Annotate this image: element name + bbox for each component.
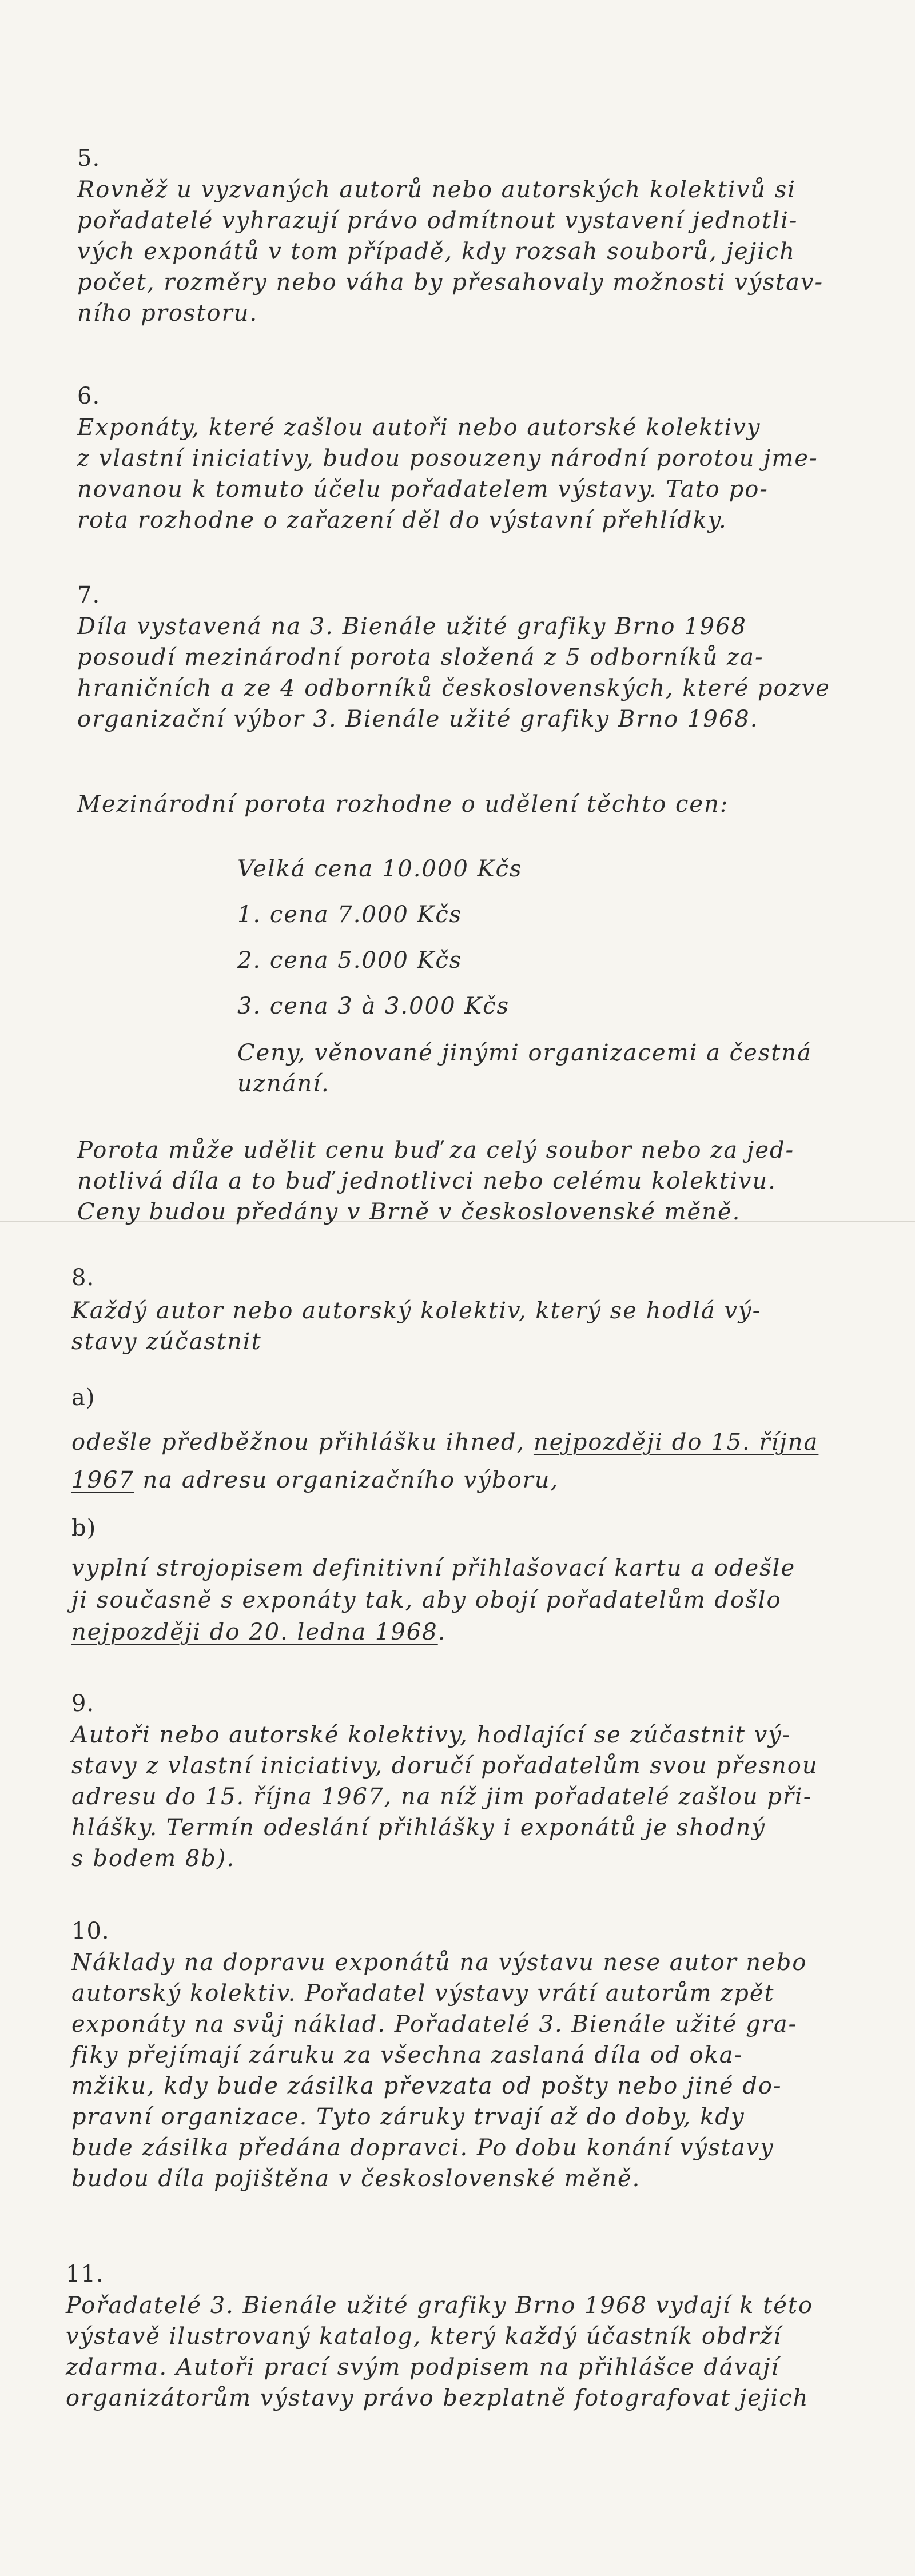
- section-number: 9.: [71, 1690, 95, 1717]
- section-6: [77, 382, 818, 536]
- section-8: [71, 1263, 761, 1357]
- section-number: 7.: [77, 582, 101, 608]
- prizes-intro: Mezinárodní porota rozhodne o udělení těchto cen:: [77, 791, 729, 818]
- prize-item: 3. cena 3 à 3.000 Kčs: [237, 993, 510, 1019]
- section-number: 10.: [71, 1918, 110, 1944]
- section-number: 11.: [66, 2261, 104, 2287]
- section-11: [66, 2260, 813, 2414]
- prize-item: 2. cena 5.000 Kčs: [237, 947, 463, 974]
- section-text: Exponáty, které zašlou autoři nebo autorské kolektivy z vlastní iniciativy, budou posouzeny národní porotou jme- novanou k tomuto účelu pořadatelem výstavy. Tato po- rota rozhodne o zařazení děl do výstavní přehlídky.: [77, 414, 818, 533]
- other-prizes: Ceny, věnované jinými organizacemi a čestná uznání.: [237, 1040, 812, 1097]
- item-a-text: odešle předběžnou přihlášku ihned, nejpozději do 15. října 1967 na adresu organizačního výboru,: [71, 1429, 819, 1493]
- section-7-closing: Porota může udělit cenu buď za celý soubor nebo za jed- notlivá díla a to buď jednotlivci nebo celému kolektivu. Ceny budou předány v Brně v československé měně.: [77, 1137, 795, 1225]
- section-number: 6.: [77, 383, 101, 409]
- item-b-text: vyplní strojopisem definitivní přihlašovací kartu a odešle ji současně s exponáty tak, aby obojí pořadatelům došlo nejpozději do 20. ledna 1968.: [71, 1555, 796, 1645]
- section-text: Rovněž u vyzvaných autorů nebo autorských kolektivů si pořadatelé vyhrazují právo odmítnout vystavení jednotli- vých exponátů v tom případě, kdy rozsah souborů, jejich počet, rozměry nebo váha by přesahovaly možnosti výstav- ního prostoru.: [77, 177, 824, 326]
- prize-list: [237, 846, 522, 1029]
- section-number: 5.: [77, 145, 101, 172]
- section-7: [77, 581, 830, 735]
- section-text: Každý autor nebo autorský kolektiv, který se hodlá vý- stavy zúčastnit: [71, 1298, 762, 1355]
- section-text: Pořadatelé 3. Bienále užité grafiky Brno 1968 vydají k této výstavě ilustrovaný katalog, který každý účastník obdrží zdarma. Autoři prací svým podpisem na přihlášce dávají organizátorům výstavy právo bezplatně fotografovat jejich: [66, 2292, 814, 2411]
- section-text: Náklady na dopravu exponátů na výstavu nese autor nebo autorský kolektiv. Pořadatel výstavy vrátí autorům zpět exponáty na svůj náklad. Pořadatelé 3. Bienále užité gra- fiky přejímají záruku za všechna zaslaná díla od oka- mžiku, kdy bude zásilka převzata od pošty nebo jiné do- pravní organizace. Tyto záruky trvají až do doby, kdy bude zásilka předána dopravci. Po dobu konání výstavy budou díla pojištěna v československé měně.: [71, 1949, 807, 2192]
- section-10: [71, 1917, 807, 2194]
- section-number: 8.: [71, 1265, 95, 1291]
- section-text: Autoři nebo autorské kolektivy, hodlající se zúčastnit vý- stavy z vlastní iniciativy, doručí pořadatelům svou přesnou adresu do 15. října 1967, na níž jim pořadatelé zašlou při- hlášky. Termín odeslání přihlášky i exponátů je shodný s bodem 8b).: [71, 1722, 818, 1872]
- section-5: [77, 144, 824, 329]
- item-b-label: b): [71, 1515, 97, 1541]
- prize-item: 1. cena 7.000 Kčs: [237, 902, 463, 928]
- prize-item: Velká cena 10.000 Kčs: [237, 856, 523, 882]
- section-text: Díla vystavená na 3. Bienále užité grafiky Brno 1968 posoudí mezinárodní porota složená z 5 odborníků za- hraničních a ze 4 odborníků československých, které pozve organizační výbor 3. Bienále užité grafiky Brno 1968.: [77, 613, 830, 732]
- item-a-label: a): [71, 1385, 96, 1411]
- section-9: [71, 1689, 818, 1874]
